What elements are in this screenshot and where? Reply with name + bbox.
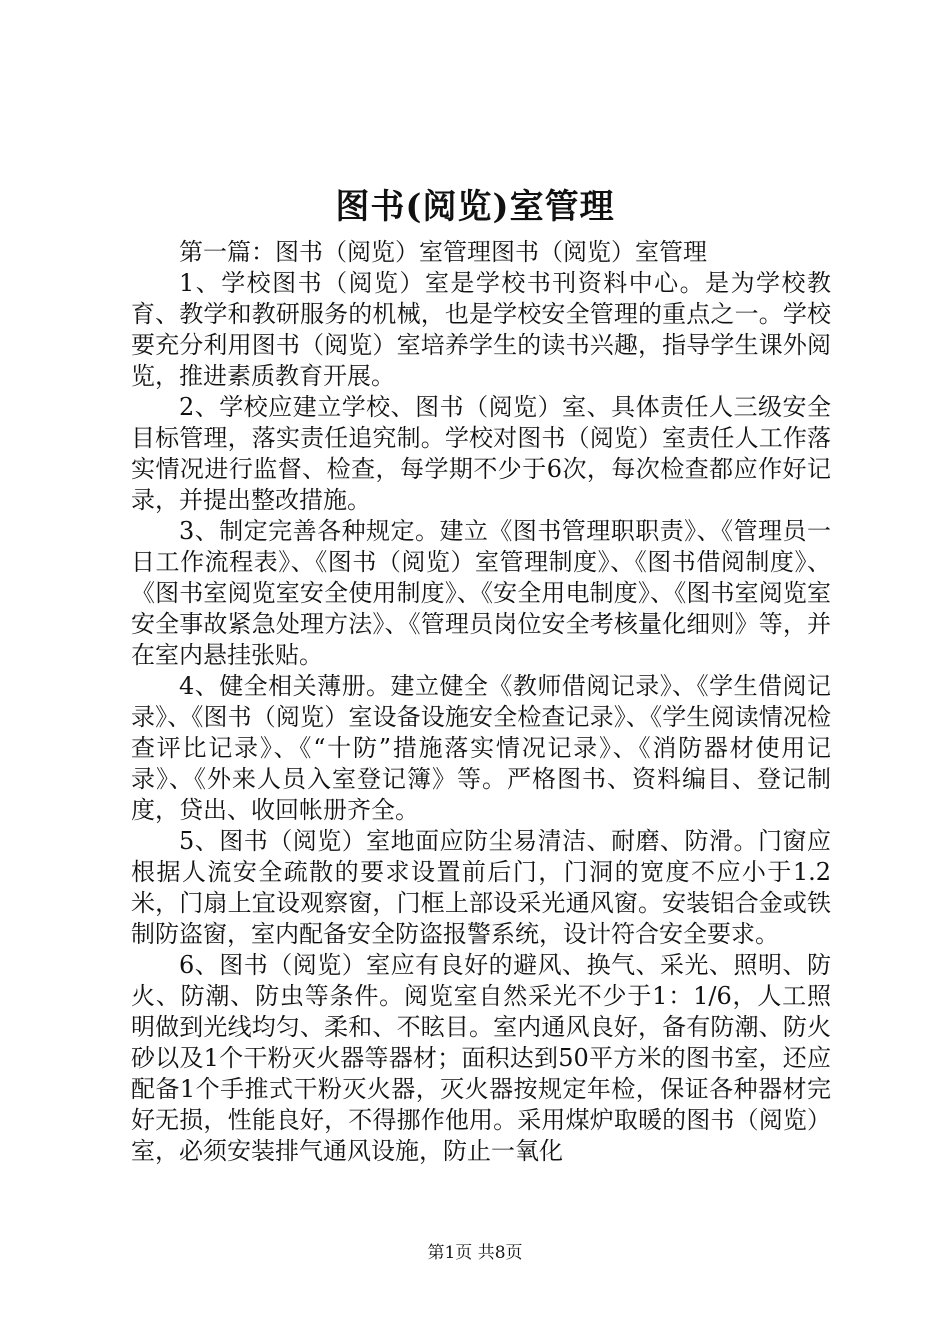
paragraph: 3、制定完善各种规定。建立《图书管理职职责》、《管理员一日工作流程表》、《图书（阅览）室管理制度》、《图书借阅制度》、《图书室阅览室安全使用制度》、《安全用电制度》、《图书室阅览室安全事故紧急处理方法》、《管理员岗位安全考核量化细则》等，并在室内悬挂张贴。 xyxy=(131,517,831,669)
paragraph: 4、健全相关薄册。建立健全《教师借阅记录》、《学生借阅记录》、《图书（阅览）室设备设施安全检查记录》、《学生阅读情况检查评比记录》、《“十防”措施落实情况记录》、《消防器材使用记录》、《外来人员入室登记簿》等。严格图书、资料编目、登记制度，贷出、收回帐册齐全。 xyxy=(131,672,831,824)
page-title: 图书(阅览)室管理 xyxy=(335,187,615,227)
paragraph-heading: 第一篇：图书（阅览）室管理图书（阅览）室管理 xyxy=(179,238,707,266)
paragraph: 1、学校图书（阅览）室是学校书刊资料中心。是为学校教育、教学和教研服务的机械，也是学校安全管理的重点之一。学校要充分利用图书（阅览）室培养学生的读书兴趣，指导学生课外阅览，推进素质教育开展。 xyxy=(131,269,831,390)
paragraph: 5、图书（阅览）室地面应防尘易清洁、耐磨、防滑。门窗应根据人流安全疏散的要求设置前后门，门洞的宽度不应小于1.2米，门扇上宜设观察窗，门框上部设采光通风窗。安装铝合金或铁制防盗窗，室内配备安全防盗报警系统，设计符合安全要求。 xyxy=(131,827,831,948)
document-body xyxy=(131,237,831,1167)
paragraph: 2、学校应建立学校、图书（阅览）室、具体责任人三级安全目标管理，落实责任追究制。学校对图书（阅览）室责任人工作落实情况进行监督、检查，每学期不少于6次，每次检查都应作好记录，并提出整改措施。 xyxy=(131,393,831,514)
paragraph: 6、图书（阅览）室应有良好的避风、换气、采光、照明、防火、防潮、防虫等条件。阅览室自然采光不少于1：1/6，人工照明做到光线均匀、柔和、不眩目。室内通风良好，备有防潮、防火砂以及1个干粉灭火器等器材；面积达到50平方米的图书室，还应配备1个手推式干粉灭火器，灭火器按规定年检，保证各种器材完好无损，性能良好，不得挪作他用。采用煤炉取暖的图书（阅览）室，必须安装排气通风设施，防止一氧化 xyxy=(131,951,831,1165)
page-footer: 第1页 共8页 xyxy=(427,1243,523,1263)
